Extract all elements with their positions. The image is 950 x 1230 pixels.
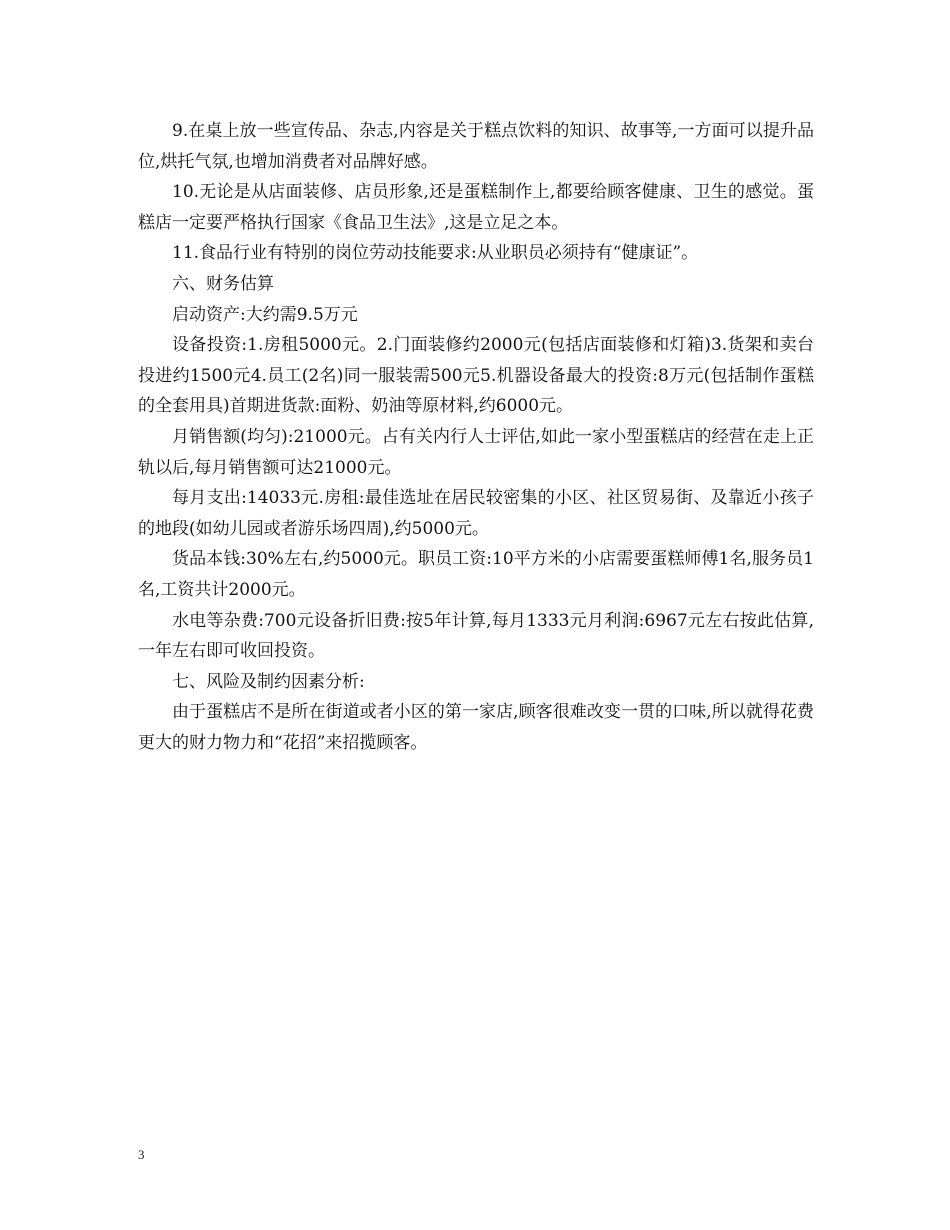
section-heading-risk-analysis: 七、风险及制约因素分析: (172, 671, 365, 692)
paragraph-monthly-expenses: 每月支出:14033元.房租:最佳选址在居民较密集的小区、社区贸易街、及靠近小孩子的地段(如幼儿园或者游乐场四周),约5000元。 (138, 488, 814, 539)
paragraph-item-11: 11.食品行业有特别的岗位劳动技能要求:从业职员必须持有“健康证”。 (172, 243, 699, 264)
paragraph-equipment-investment: 设备投资:1.房租5000元。2.门面装修约2000元(包括店面装修和灯箱)3.货架和卖台投进约1500元4.员工(2名)同一服装需500元5.机器设备最大的投资:8万元(包括制作蛋糕的全套用具)首期进货款:面粉、奶油等原材料,约6000元。 (138, 335, 814, 417)
section-heading-financial-estimate: 六、财务估算 (172, 273, 274, 294)
paragraph-item-9: 9.在桌上放一些宣传品、杂志,内容是关于糕点饮料的知识、故事等,一方面可以提升品位,烘托气氛,也增加消费者对品牌好感。 (138, 121, 814, 172)
paragraph-risk-details: 由于蛋糕店不是所在街道或者小区的第一家店,顾客很难改变一贯的口味,所以就得花费更大的财力物力和“花招”来招揽顾客。 (138, 702, 814, 753)
paragraph-startup-capital: 启动资产:大约需9.5万元 (172, 304, 358, 325)
document-body (138, 116, 814, 758)
paragraph-monthly-sales: 月销售额(均匀):21000元。占有关内行人士评估,如此一家小型蛋糕店的经营在走上正轨以后,每月销售额可达21000元。 (138, 426, 814, 478)
paragraph-item-10: 10.无论是从店面装修、店员形象,还是蛋糕制作上,都要给顾客健康、卫生的感觉。蛋糕店一定要严格执行国家《食品卫生法》,这是立足之本。 (138, 182, 814, 233)
paragraph-utilities-profit: 水电等杂费:700元设备折旧费:按5年计算,每月1333元月利润:6967元左右按此估算,一年左右即可收回投资。 (138, 610, 814, 662)
page-number: 3 (138, 1147, 145, 1162)
paragraph-goods-cost: 货品本钱:30%左右,约5000元。职员工资:10平方米的小店需要蛋糕师傅1名,服务员1名,工资共计2000元。 (138, 549, 814, 600)
